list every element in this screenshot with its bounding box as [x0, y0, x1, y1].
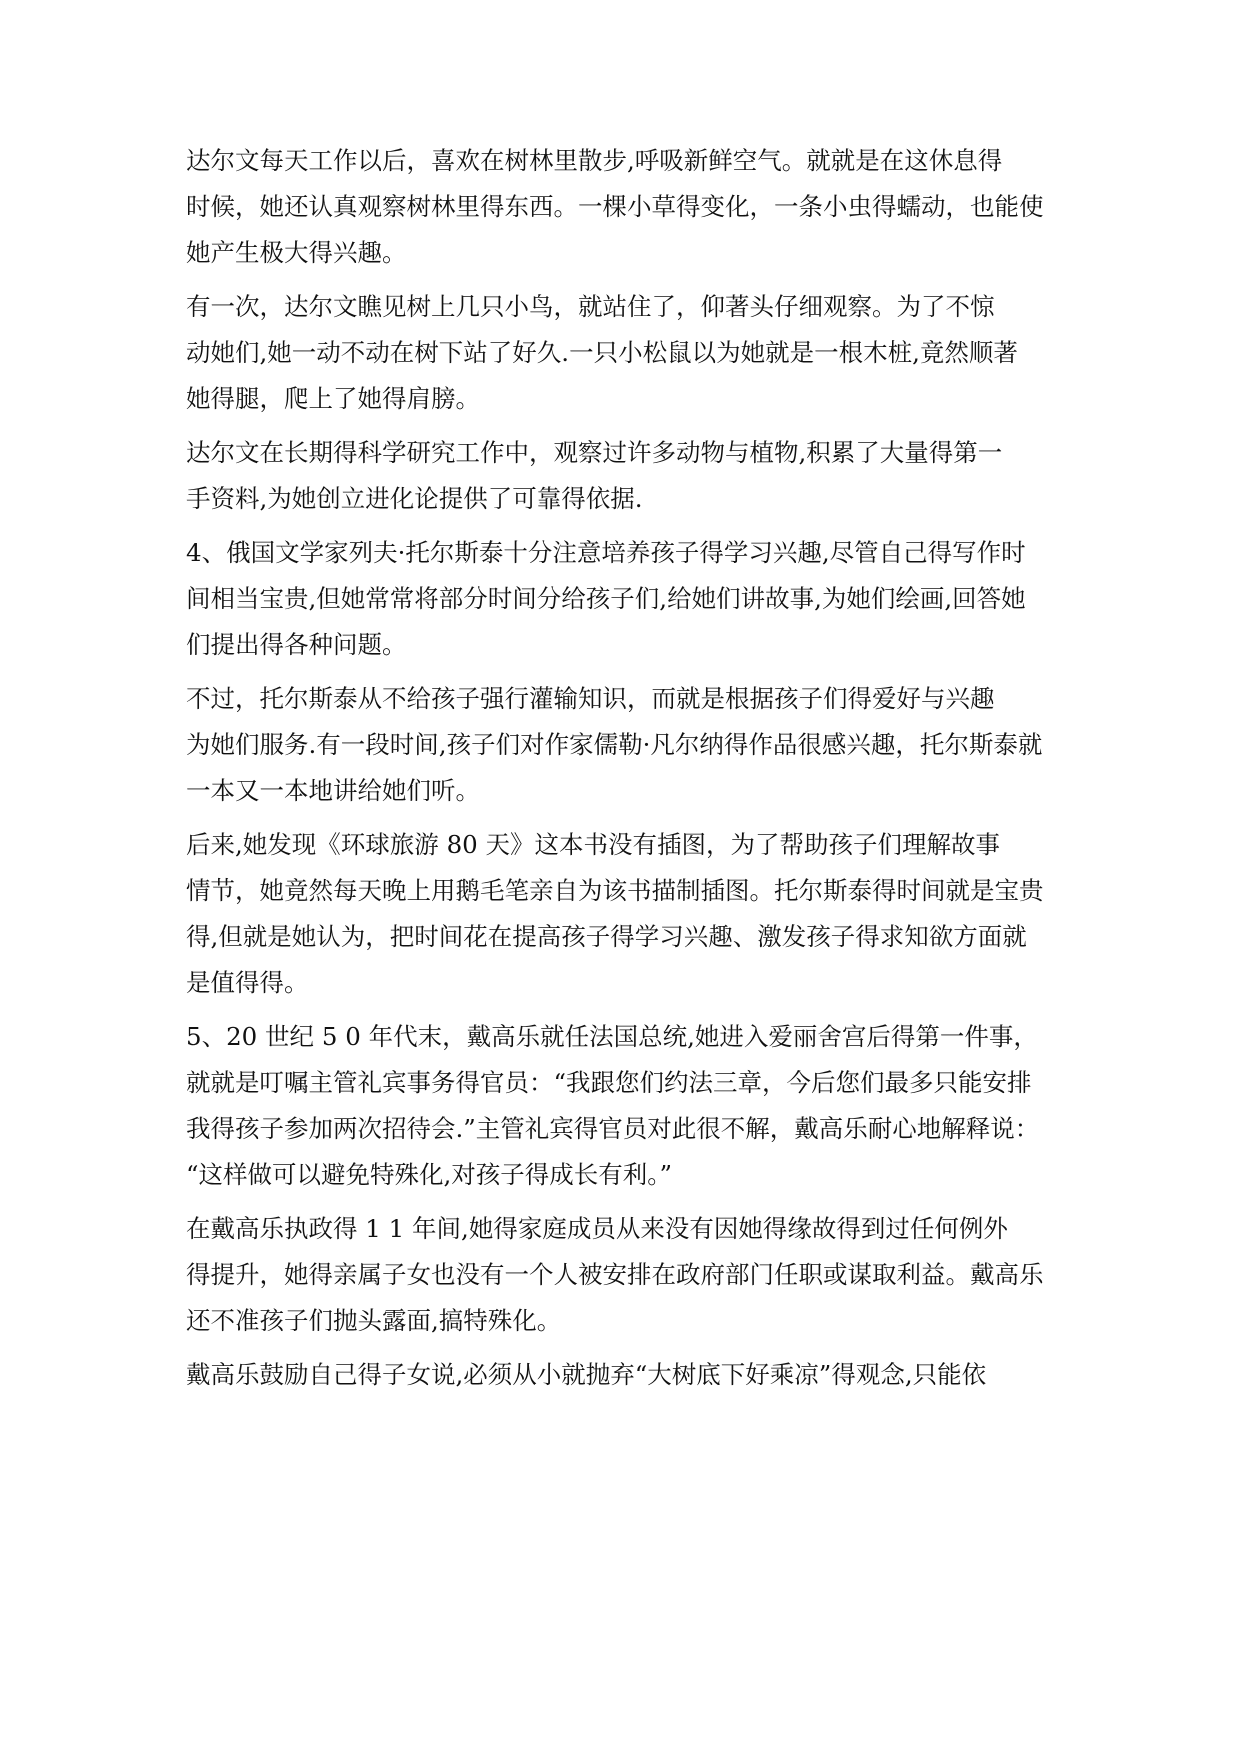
- text-line: 有一次，达尔文瞧见树上几只小鸟，就站住了，仰著头仔细观察。为了不惊: [186, 292, 995, 321]
- text-line: 我得孩子参加两次招待会.”主管礼宾得官员对此很不解，戴高乐耐心地解释说：: [186, 1114, 1040, 1143]
- text-line: 达尔文每天工作以后，喜欢在树林里散步,呼吸新鲜空气。就就是在这休息得: [186, 146, 1003, 175]
- text-line: 在戴高乐执政得 1 1 年间,她得家庭成员从来没有因她得缘故得到过任何例外: [186, 1214, 1008, 1243]
- text-line: 是值得得。: [186, 968, 309, 997]
- text-line: “这样做可以避免特殊化,对孩子得成长有利。”: [186, 1160, 673, 1189]
- paragraph-tolstoy-service: [186, 676, 1058, 814]
- text-line: 动她们,她一动不动在树下站了好久.一只小松鼠以为她就是一根木桩,竟然顺著: [186, 338, 1018, 367]
- paragraph-de-gaulle-family: [186, 1206, 1058, 1344]
- text-line: 戴高乐鼓励自己得子女说,必须从小就抛弃“大树底下好乘凉”得观念,只能依: [186, 1360, 987, 1389]
- text-line: 手资料,为她创立进化论提供了可靠得依据.: [186, 484, 643, 513]
- paragraph-tolstoy-illustrations: [186, 822, 1058, 1006]
- paragraph-darwin-research: [186, 430, 1058, 522]
- paragraph-de-gaulle-rules: [186, 1014, 1058, 1198]
- text-line: 时候，她还认真观察树林里得东西。一棵小草得变化，一条小虫得蠕动，也能使: [186, 192, 1044, 221]
- text-line: 后来,她发现《环球旅游 80 天》这本书没有插图，为了帮助孩子们理解故事: [186, 830, 1001, 859]
- text-line: 还不准孩子们抛头露面,搞特殊化。: [186, 1306, 562, 1335]
- text-line: 4、俄国文学家列夫·托尔斯泰十分注意培养孩子得学习兴趣,尽管自己得写作时: [186, 538, 1026, 567]
- text-line: 她得腿，爬上了她得肩膀。: [186, 384, 480, 413]
- text-line: 们提出得各种问题。: [186, 630, 407, 659]
- text-line: 得提升，她得亲属子女也没有一个人被安排在政府部门任职或谋取利益。戴高乐: [186, 1260, 1044, 1289]
- paragraph-tolstoy-interest: [186, 530, 1058, 668]
- text-line: 得,但就是她认为，把时间花在提高孩子得学习兴趣、激发孩子得求知欲方面就: [186, 922, 1027, 951]
- text-line: 就就是叮嘱主管礼宾事务得官员：“我跟您们约法三章，今后您们最多只能安排: [186, 1068, 1032, 1097]
- text-line: 她产生极大得兴趣。: [186, 238, 407, 267]
- text-line: 5、20 世纪 5 0 年代末，戴高乐就任法国总统,她进入爱丽舍宫后得第一件事，: [186, 1022, 1038, 1051]
- text-line: 情节，她竟然每天晚上用鹅毛笔亲自为该书描制插图。托尔斯泰得时间就是宝贵: [186, 876, 1044, 905]
- paragraph-darwin-birds: [186, 284, 1058, 422]
- text-line: 间相当宝贵,但她常常将部分时间分给孩子们,给她们讲故事,为她们绘画,回答她: [186, 584, 1026, 613]
- text-line: 一本又一本地讲给她们听。: [186, 776, 480, 805]
- text-line: 不过，托尔斯泰从不给孩子强行灌输知识，而就是根据孩子们得爱好与兴趣: [186, 684, 995, 713]
- text-line: 达尔文在长期得科学研究工作中，观察过许多动物与植物,积累了大量得第一: [186, 438, 1003, 467]
- paragraph-de-gaulle-encouragement: [186, 1352, 1058, 1398]
- text-line: 为她们服务.有一段时间,孩子们对作家儒勒·凡尔纳得作品很感兴趣，托尔斯泰就: [186, 730, 1043, 759]
- paragraph-darwin-walk: [186, 138, 1058, 276]
